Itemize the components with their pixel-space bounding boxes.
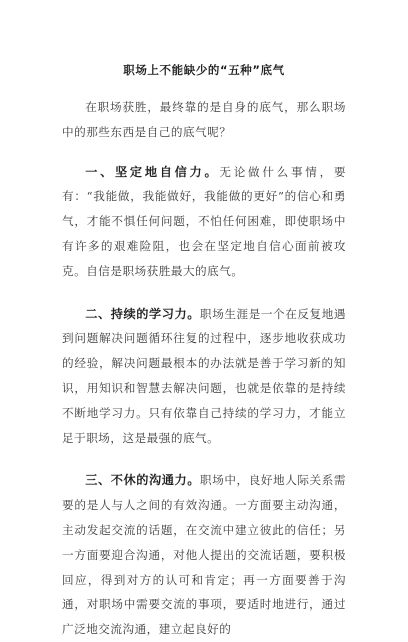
- section-body-2: 职场生涯是一个在反复地遇到问题解决问题循环往复的过程中，逐步地收获成功的经验，解决问题最根本的办法就是善于学习新的知识，用知识和智慧去解决问题，也就是依靠的是持续不断地学习力。只有依靠自己持续的学习力，才能立足于职场，这是最强的底气。: [62, 306, 346, 445]
- section-paragraph-3: [62, 468, 346, 642]
- section-heading-1: 一、坚定地自信力。: [85, 164, 220, 179]
- section-heading-3: 三、不休的沟通力。: [85, 473, 201, 488]
- section-paragraph-1: [62, 160, 346, 284]
- intro-paragraph: 在职场获胜，最终靠的是自身的底气，那么职场中的那些东西是自己的底气呢？: [62, 100, 346, 139]
- section-heading-2: 二、持续的学习力。: [85, 306, 201, 321]
- section-paragraph-2: [62, 302, 346, 451]
- document-title: 职场上不能缺少的“五种”底气: [123, 63, 285, 77]
- section-body-1: 无论做什么事情，要有：“我能做，我能做好，我能做的更好”的信心和勇气，才能不惧任何问题，不怕任何困难，即使职场中有许多的艰难险阻，也会在坚定地自信心面前被攻克。自信是职场获胜最大的底气。: [62, 164, 346, 278]
- section-body-3: 职场中，良好地人际关系需要的是人与人之间的有效沟通。一方面要主动沟通，主动发起交流的话题，在交流中建立彼此的信任；另一方面要迎合沟通，对他人提出的交流话题，要积极回应，得到对方的认可和肯定；再一方面要善于沟通，对职场中需要交流的事项，要适时地进行，通过广泛地交流沟通，建立起良好的: [62, 473, 346, 637]
